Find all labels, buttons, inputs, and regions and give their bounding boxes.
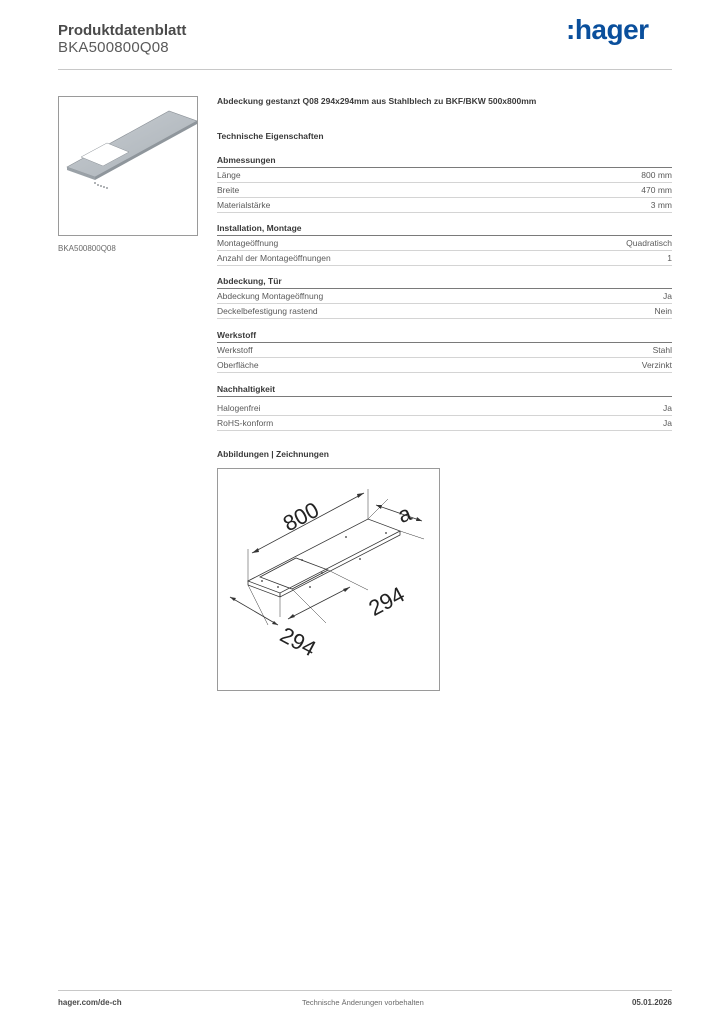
row-label: Anzahl der Montageöffnungen [217,253,331,263]
article-number: BKA500800Q08 [58,39,169,56]
section-title: Abmessungen [217,155,672,168]
section-title: Installation, Montage [217,223,672,236]
row-label: Länge [217,170,241,180]
section-title: Werkstoff [217,330,672,343]
table-row [217,416,672,431]
dimension-drawing-icon [218,469,439,690]
row-label: RoHS-konform [217,418,274,428]
section-abdeckung [217,276,672,319]
tech-properties-title: Technische Eigenschaften [217,131,324,141]
section-title: Nachhaltigkeit [217,384,672,397]
dim-length: 800 [278,497,323,537]
table-row [217,251,672,266]
technical-drawing [217,468,440,691]
product-description: Abdeckung gestanzt Q08 294x294mm aus Stahlblech zu BKF/BKW 500x800mm [217,96,537,106]
footer-date: 05.01.2026 [631,998,672,1007]
table-row [217,289,672,304]
row-label: Breite [217,185,240,195]
row-value: 3 mm [650,200,672,210]
section-werkstoff [217,330,672,373]
table-row [217,168,672,183]
table-row [217,183,672,198]
row-value: Nein [654,306,672,316]
row-label: Oberfläche [217,360,259,370]
figures-title: Abbildungen | Zeichnungen [217,449,329,459]
section-abmessungen [217,155,672,213]
row-value: 470 mm [641,185,672,195]
footer-note: Technische Änderungen vorbehalten [302,998,424,1007]
table-row [217,236,672,251]
footer-website-link[interactable]: hager.com/de-ch [58,998,122,1007]
row-value: Quadratisch [626,238,672,248]
dim-opening-b: 294 [276,621,321,662]
product-image [58,96,198,236]
table-row [217,198,672,213]
row-value: 1 [667,253,672,263]
row-value: Ja [663,418,672,428]
header-divider [58,69,672,70]
row-label: Montageöffnung [217,238,279,248]
row-value: 800 mm [641,170,672,180]
row-value: Stahl [652,345,672,355]
row-label: Abdeckung Montageöffnung [217,291,324,301]
hager-logo: :hager [566,14,649,45]
row-label: Werkstoff [217,345,253,355]
page-title: Produktdatenblatt [58,22,187,39]
product-photo-icon [59,97,197,235]
dim-width: a [394,500,415,528]
table-row [217,343,672,358]
section-installation [217,223,672,266]
table-row [217,358,672,373]
table-row [217,401,672,416]
row-label: Materialstärke [217,200,271,210]
section-title: Abdeckung, Tür [217,276,672,289]
row-value: Verzinkt [641,360,672,370]
product-image-caption: BKA500800Q08 [58,244,116,253]
table-row [217,304,672,319]
row-value: Ja [663,403,672,413]
dim-opening-a: 294 [364,581,409,621]
row-label: Halogenfrei [217,403,261,413]
row-value: Ja [663,291,672,301]
row-label: Deckelbefestigung rastend [217,306,318,316]
footer-divider [58,990,672,991]
section-nachhaltigkeit [217,384,672,431]
